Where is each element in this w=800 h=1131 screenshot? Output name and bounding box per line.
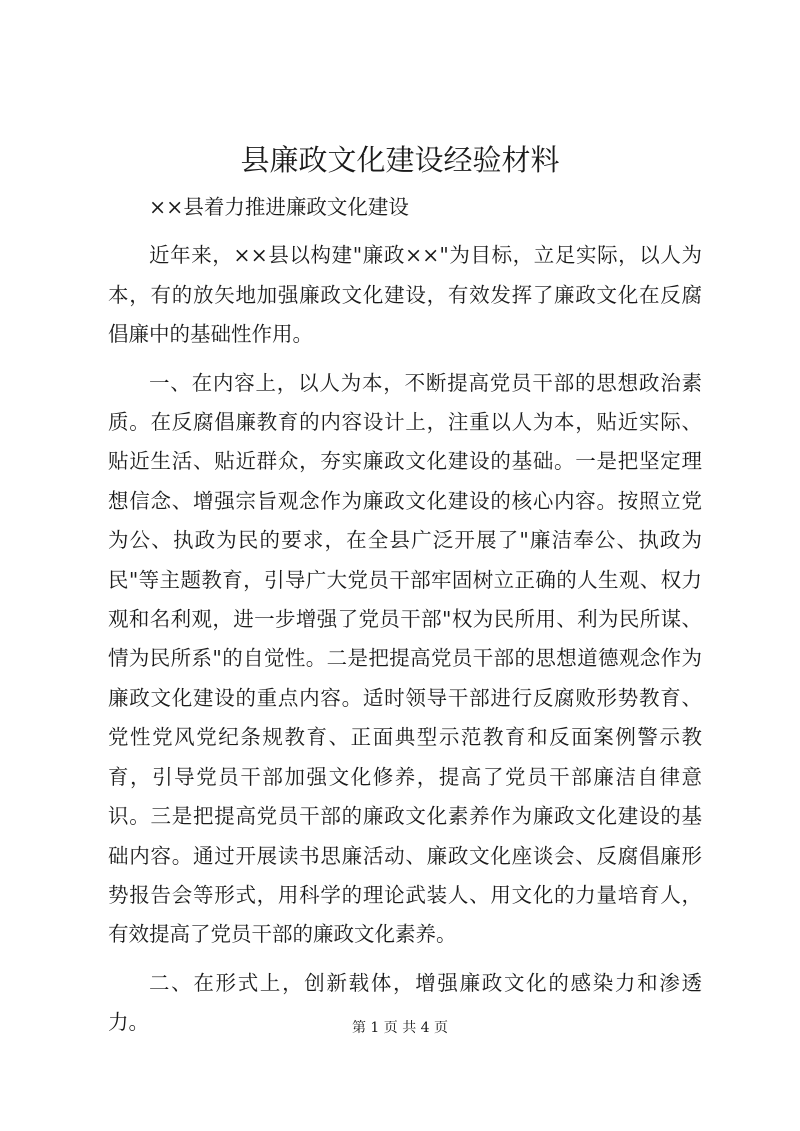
intro-paragraph: 近年来，××县以构建"廉政××"为目标，立足实际，以人为本，有的放矢地加强廉政文化建设，有效发挥了廉政文化在反腐倡廉中的基础性作用。 — [108, 243, 702, 347]
section-two-paragraph: 二、在形式上，创新载体，增强廉政文化的感染力和渗透力。 — [108, 970, 702, 1035]
page-number-footer: 第 1 页 共 4 页 — [351, 1020, 449, 1036]
document-body — [108, 188, 702, 1043]
document-title: 县廉政文化建设经验材料 — [240, 143, 560, 177]
section-one-paragraph: 一、在内容上，以人为本，不断提高党员干部的思想政治素质。在反腐倡廉教育的内容设计上，注重以人为本，贴近实际、贴近生活、贴近群众，夯实廉政文化建设的基础。一是把坚定理想信念、增强宗旨观念作为廉政文化建设的核心内容。按照立党为公、执政为民的要求，在全县广泛开展了"廉洁奉公、执政为民"等主题教育，引导广大党员干部牢固树立正确的人生观、权力观和名利观，进一步增强了党员干部"权为民所用、利为民所谋、情为民所系"的自觉性。二是把提高党员干部的思想道德观念作为廉政文化建设的重点内容。适时领导干部进行反腐败形势教育、党性党风党纪条规教育、正面典型示范教育和反面案例警示教育，引导党员干部加强文化修养，提高了党员干部廉洁自律意识。三是把提高党员干部的廉政文化素养作为廉政文化建设的基础内容。通过开展读书思廉活动、廉政文化座谈会、反腐倡廉形势报告会等形式，用科学的理论武装人、用文化的力量培育人，有效提高了党员干部的廉政文化素养。 — [108, 370, 702, 947]
subtitle-paragraph: ××县着力推进廉政文化建设 — [149, 195, 409, 219]
